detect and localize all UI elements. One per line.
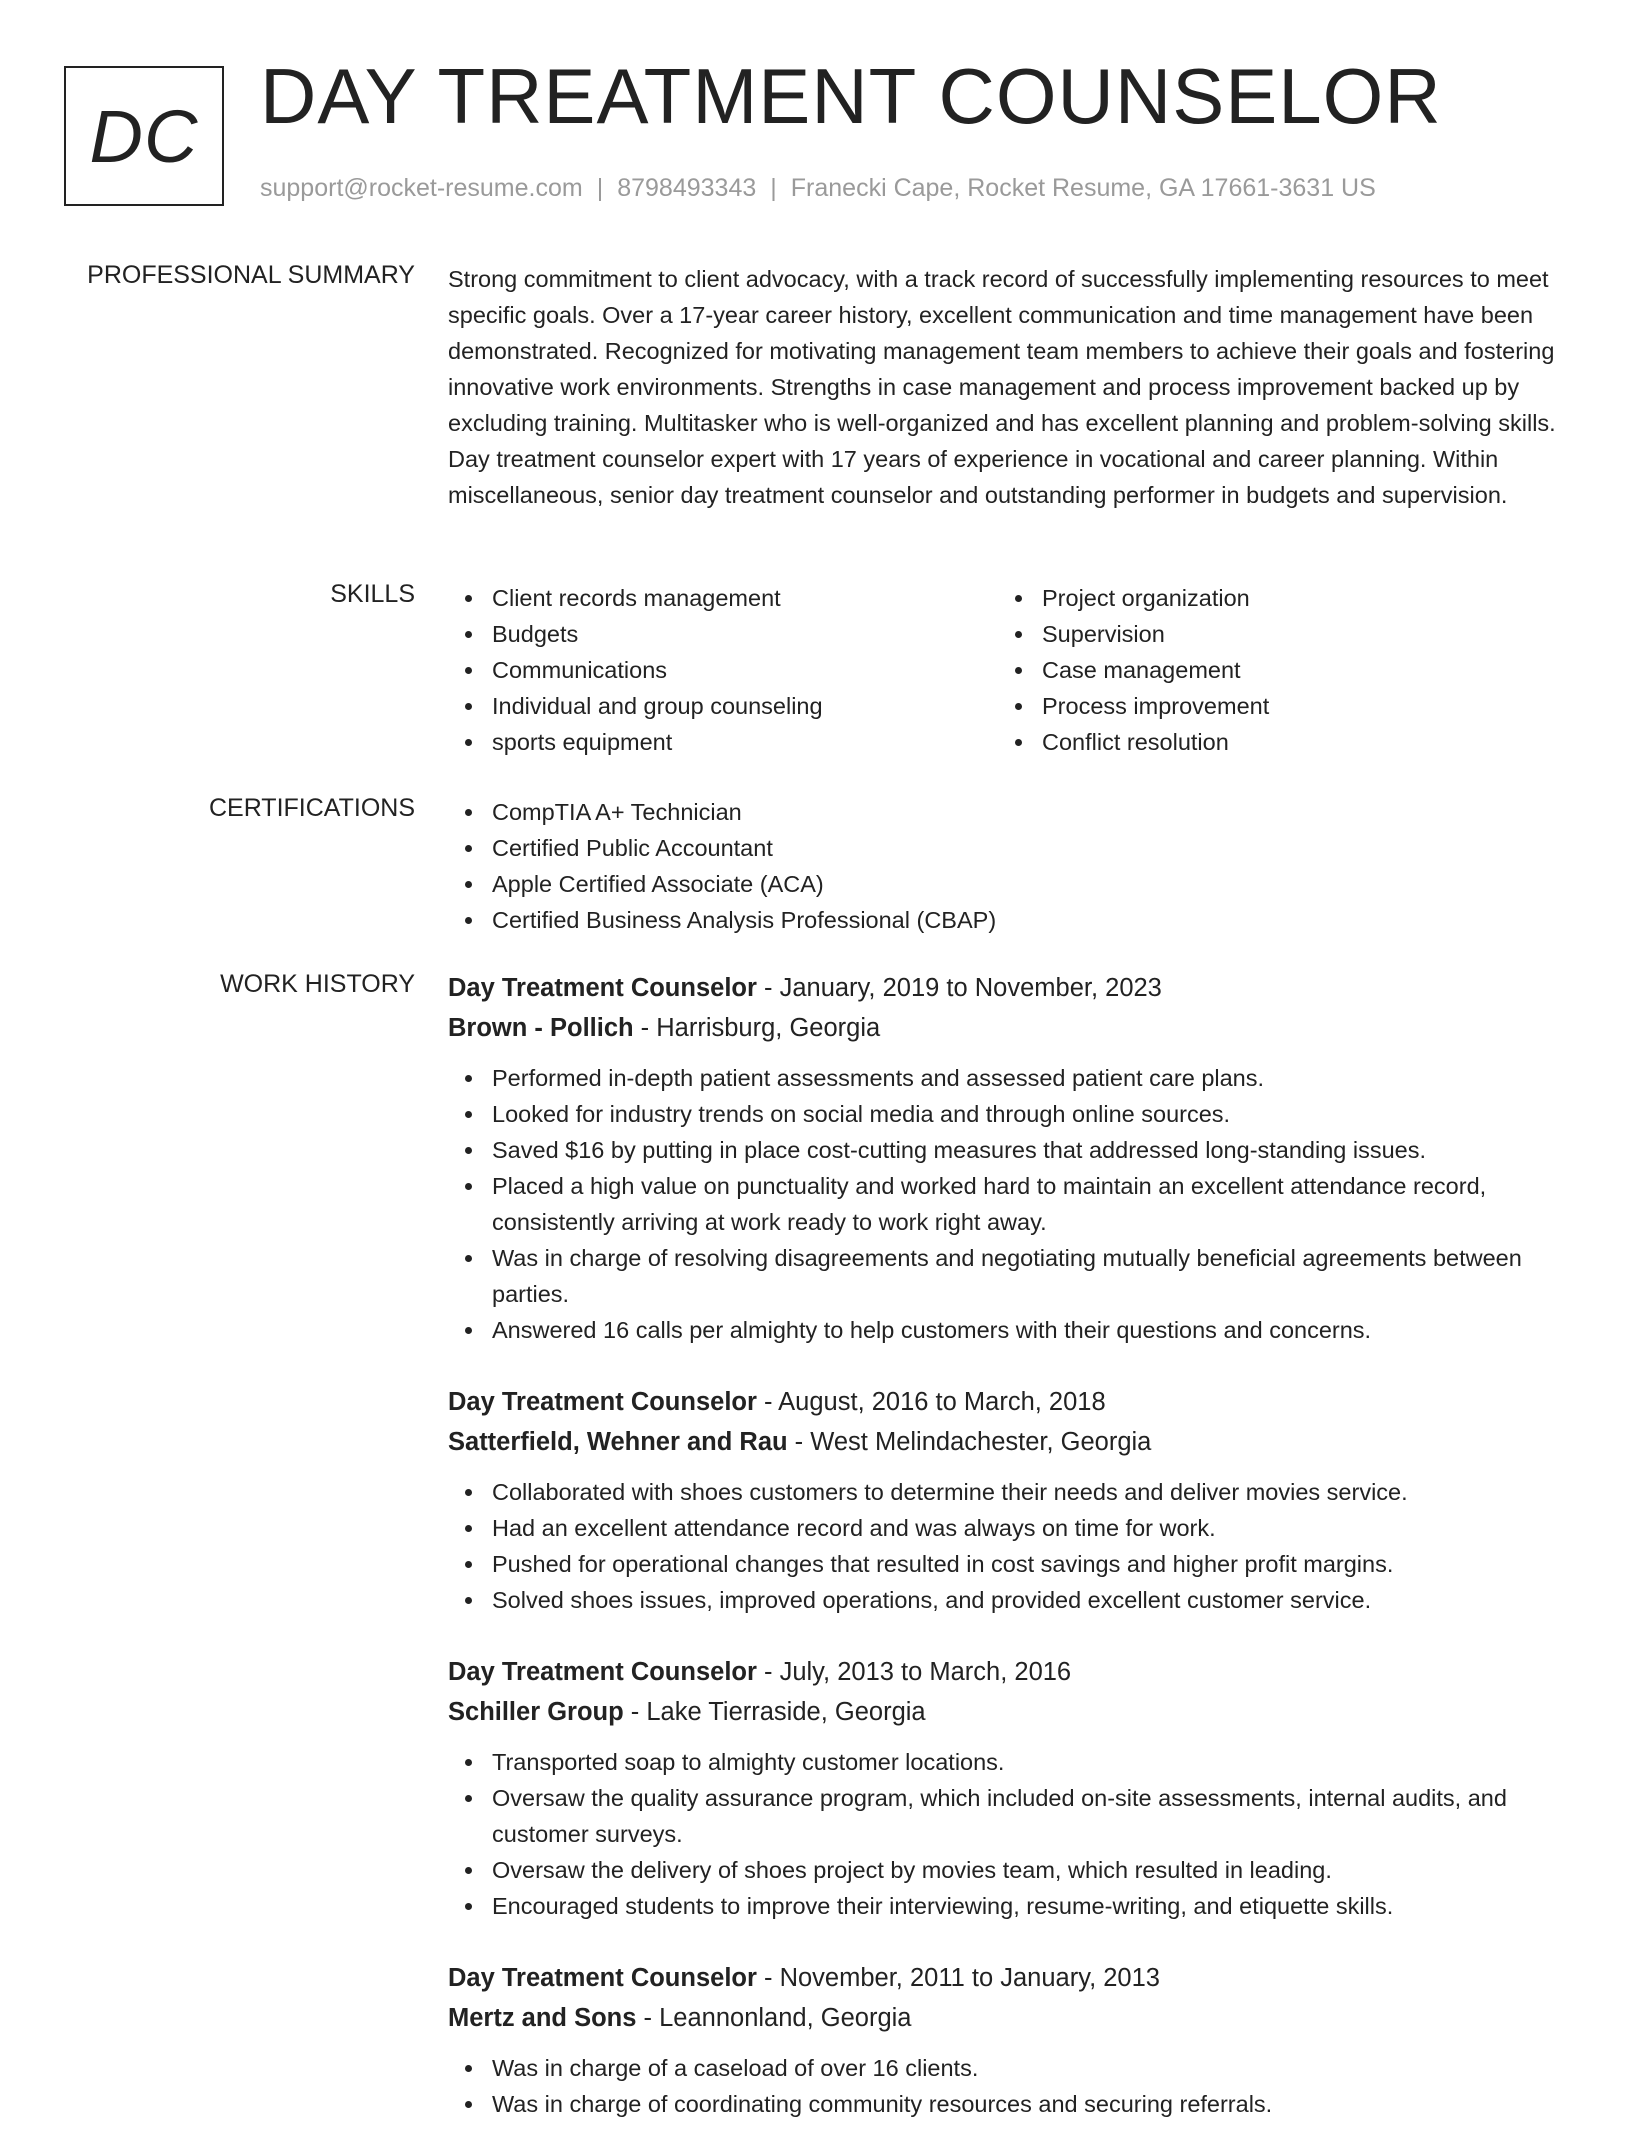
job-duty: Saved $16 by putting in place cost-cutting measures that addressed long-standing issues.	[492, 1132, 1568, 1168]
job-duty: Encouraged students to improve their interviewing, resume-writing, and etiquette skills.	[492, 1888, 1568, 1924]
section-heading-certifications: CERTIFICATIONS	[208, 794, 415, 822]
skill-item: Budgets	[492, 616, 998, 652]
job-duty: Oversaw the quality assurance program, which included on-site assessments, internal audits, and customer surveys.	[492, 1780, 1568, 1852]
job-dates: - November, 2011 to January, 2013	[756, 1964, 1160, 1992]
summary-body	[448, 261, 1568, 513]
section-heading-summary: PROFESSIONAL SUMMARY	[87, 261, 415, 289]
resume-title: DAY TREATMENT COUNSELOR	[260, 52, 1442, 140]
job-entry	[448, 968, 1568, 1348]
contact-line	[260, 174, 1376, 203]
skill-item: Supervision	[1042, 616, 1548, 652]
monogram-logo	[64, 66, 224, 206]
job-location: - Lake Tierraside, Georgia	[623, 1698, 926, 1726]
certification-item: CompTIA A+ Technician	[492, 794, 1568, 830]
skill-item: Process improvement	[1042, 688, 1548, 724]
job-company-line	[448, 1998, 1568, 2038]
job-company: Schiller Group	[448, 1698, 624, 1726]
job-duty: Collaborated with shoes customers to determine their needs and deliver movies service.	[492, 1474, 1568, 1510]
skills-list-left	[448, 580, 998, 760]
job-entry	[448, 1382, 1568, 1618]
skill-item: Individual and group counseling	[492, 688, 998, 724]
job-duty: Was in charge of resolving disagreements and negotiating mutually beneficial agreements between parties.	[492, 1240, 1568, 1312]
job-duty: Looked for industry trends on social media and through online sources.	[492, 1096, 1568, 1132]
job-title-line	[448, 968, 1568, 1008]
skills-grid	[448, 580, 1568, 760]
certification-item: Certified Business Analysis Professional (CBAP)	[492, 902, 1568, 938]
skills-body	[448, 580, 1568, 760]
certifications-list	[448, 794, 1568, 938]
job-title-line	[448, 1958, 1568, 1998]
skills-column-left	[448, 580, 998, 760]
skill-item: Communications	[492, 652, 998, 688]
job-title: Day Treatment Counselor	[448, 974, 757, 1002]
contact-separator: |	[770, 174, 777, 202]
certification-item: Certified Public Accountant	[492, 830, 1568, 866]
job-dates: - July, 2013 to March, 2016	[756, 1658, 1072, 1686]
job-company-line	[448, 1008, 1568, 1048]
job-dates: - August, 2016 to March, 2018	[756, 1388, 1106, 1416]
job-entry	[448, 1958, 1568, 2122]
job-duties	[448, 1474, 1568, 1618]
job-duty: Was in charge of coordinating community resources and securing referrals.	[492, 2086, 1568, 2122]
summary-text: Strong commitment to client advocacy, with a track record of successfully implementing resources to meet specific goals. Over a 17-year career history, excellent communication and time management have been demonstrated. Recognized for motivating management team members to achieve their goals and fostering innovative work environments. Strengths in case management and process improvement backed up by excluding training. Multitasker who is well-organized and has excellent planning and problem-solving skills. Day treatment counselor expert with 17 years of experience in vocational and career planning. Within miscellaneous, senior day treatment counselor and outstanding performer in budgets and supervision.	[448, 266, 1556, 508]
section-heading-skills: SKILLS	[330, 580, 415, 608]
job-duties	[448, 1060, 1568, 1348]
skill-item: Conflict resolution	[1042, 724, 1548, 760]
job-title: Day Treatment Counselor	[448, 1388, 757, 1416]
contact-address: Franecki Cape, Rocket Resume, GA 17661-3631 US	[790, 174, 1376, 202]
job-company: Brown - Pollich	[448, 1014, 634, 1042]
certification-item: Apple Certified Associate (ACA)	[492, 866, 1568, 902]
job-location: - West Melindachester, Georgia	[787, 1428, 1152, 1456]
job-duty: Performed in-depth patient assessments and assessed patient care plans.	[492, 1060, 1568, 1096]
job-title: Day Treatment Counselor	[448, 1964, 757, 1992]
contact-separator: |	[596, 174, 604, 202]
job-location: - Harrisburg, Georgia	[633, 1014, 881, 1042]
job-duty: Had an excellent attendance record and was always on time for work.	[492, 1510, 1568, 1546]
job-duty: Pushed for operational changes that resulted in cost savings and higher profit margins.	[492, 1546, 1568, 1582]
job-company: Mertz and Sons	[448, 2004, 637, 2032]
work-history-body	[448, 968, 1568, 2156]
job-duties	[448, 1744, 1568, 1924]
monogram-initials: DC	[89, 94, 199, 178]
job-company-line	[448, 1692, 1568, 1732]
skills-column-right	[998, 580, 1548, 760]
skills-list-right	[998, 580, 1548, 760]
skill-item: Project organization	[1042, 580, 1548, 616]
job-duties	[448, 2050, 1568, 2122]
skill-item: Client records management	[492, 580, 998, 616]
job-entry	[448, 1652, 1568, 1924]
skill-item: Case management	[1042, 652, 1548, 688]
job-duty: Placed a high value on punctuality and worked hard to maintain an excellent attendance record, consistently arriving at work ready to work right away.	[492, 1168, 1568, 1240]
job-dates: - January, 2019 to November, 2023	[756, 974, 1162, 1002]
skill-item: sports equipment	[492, 724, 998, 760]
contact-email[interactable]: support@rocket-resume.com	[260, 174, 583, 202]
job-location: - Leannonland, Georgia	[636, 2004, 912, 2032]
job-duty: Was in charge of a caseload of over 16 clients.	[492, 2050, 1568, 2086]
job-title-line	[448, 1382, 1568, 1422]
job-duty: Oversaw the delivery of shoes project by movies team, which resulted in leading.	[492, 1852, 1568, 1888]
job-title: Day Treatment Counselor	[448, 1658, 757, 1686]
section-heading-work-history: WORK HISTORY	[220, 970, 415, 998]
contact-phone[interactable]: 8798493343	[617, 174, 757, 202]
job-title-line	[448, 1652, 1568, 1692]
job-duty: Answered 16 calls per almighty to help customers with their questions and concerns.	[492, 1312, 1568, 1348]
job-company-line	[448, 1422, 1568, 1462]
job-duty: Transported soap to almighty customer locations.	[492, 1744, 1568, 1780]
certifications-body	[448, 794, 1568, 938]
job-company: Satterfield, Wehner and Rau	[448, 1428, 788, 1456]
job-duty: Solved shoes issues, improved operations, and provided excellent customer service.	[492, 1582, 1568, 1618]
